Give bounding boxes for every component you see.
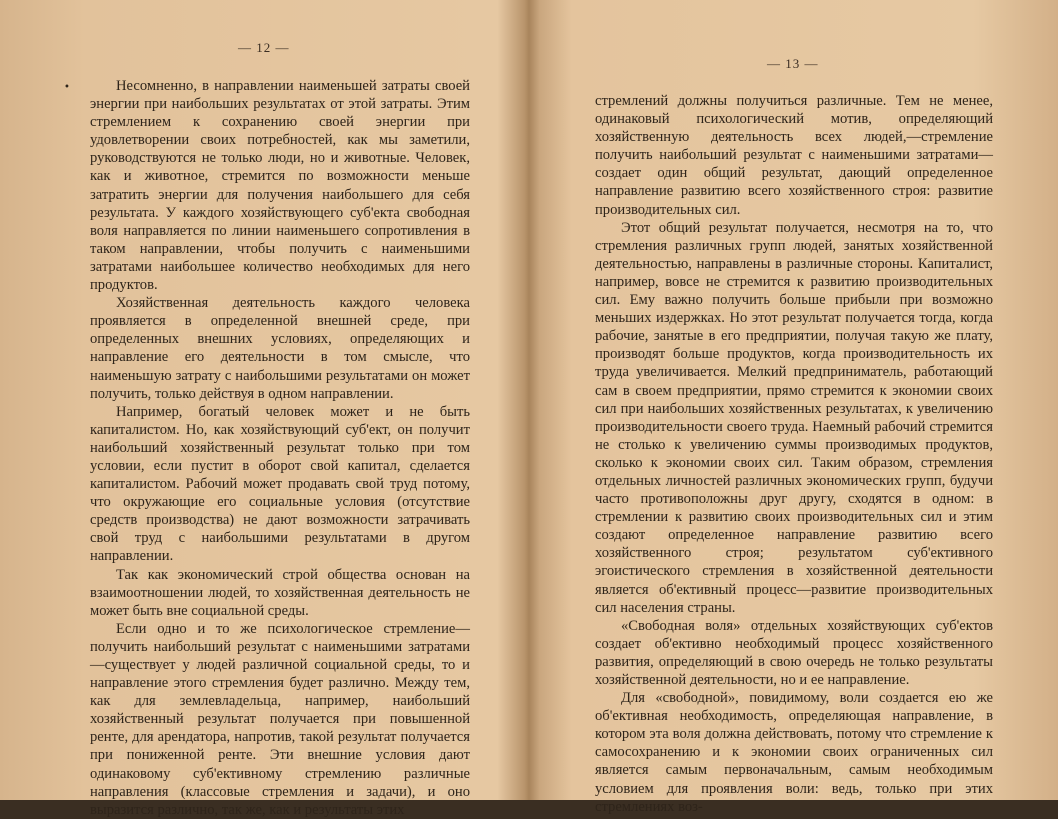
left-page [0,0,529,818]
page-number: — 12 — [238,40,290,55]
paragraph: «Свободная воля» отдельных хозяйствующих суб'ектов создает об'ективно необходимый процесс хозяйственного развития, определяющий в свою очередь не только результаты хозяйственной деятельности, но и ее направление. [595,617,993,688]
paragraph: Этот общий результат получается, несмотря на то, что стремления различных групп людей, занятых хозяйственной деятельностью, направлены в различные стороны. Капиталист, например, вовсе не стремится к развитию производительных сил. Ему важно получить больше прибыли при возможно меньших издержках. Но этот результат получается тогда, когда рабочие, занятые в его предприятии, получая такую же плату, производят больше продуктов, когда производительность их труда увеличивается. Мелкий предприниматель, работающий сам в своем предприятии, прямо стремится к экономии своих сил при наибольших хозяйственных результатах, к увеличению производительности своего труда. Наемный рабочий стремится не столько к увеличению суммы производимых продуктов, сколько к экономии своих сил. Таким образом, стремления отдельных личностей различных экономических групп, будучи часто противоположны друг другу, сходятся в одном: в стремлении к развитию своих производительных сил и этим создают определенное направление развитию всего хозяйственного строя; результатом суб'ективного эгоистического стремления в хозяйственной деятельности является об'ективный процесс—развитие производительных сил населения страны. [595,219,993,616]
margin-dot: • [64,82,70,93]
paragraph: Для «свободной», повидимому, воли создается ею же об'ективная необходимость, определяющая направление, в котором эта воля должна действовать, потому что стремление к самосохранению и к экономии своих ограниченных сил является самым первоначальным, самым необходимым условием для проявления воли: ведь, только при этих стремлениях воз- [595,690,993,815]
right-page [529,0,1058,815]
page-body [90,77,470,819]
paragraph: стремлений должны получиться различные. Тем не менее, одинаковый психологический мотив, определяющий хозяйственную деятельность всех людей,—стремление получить наибольший результат с наименьшими затратами—создает один общий результат, дающий определенное направление развитию всего хозяйственного строя: развитие производительных сил. [595,93,993,218]
page-body [595,92,993,816]
paragraph: Хозяйственная деятельность каждого человека проявляется в определенной внешней среде, при определенных внешних условиях, определяющих и направление его деятельности в том смысле, что наименьшую затрату с наибольшими результатами он может получить, только действуя в одном направлении. [90,295,470,402]
paragraph: Так как экономический строй общества основан на взаимоотношении людей, то хозяйственная деятельность не может быть вне социальной среды. [90,566,470,619]
paragraph: Несомненно, в направлении наименьшей затраты своей энергии при наибольших результатах от этой затраты. Этим стремлением к сохранению своей энергии при удовлетворении своих потребностей, как мы заметили, руководствуются не только люди, но и животные. Человек, как и животное, стремится по возможности меньше затратить энергии для получения наибольшего для себя результата. У каждого хозяйствующего суб'екта свободная воля направляется по линии наименьшего сопротивления в таком направлении, чтобы получить с наименьшими затратами наибольшее количество необходимых для него продуктов. [90,78,470,294]
paragraph: Например, богатый человек может и не быть капиталистом. Но, как хозяйствующий суб'ект, он получит наибольший хозяйственный результат только при том условии, если пустит в оборот свой капитал, сделается капиталистом. Рабочий может продавать свой труд потому, что окружающие его социальные условия (отсутствие средств производства) не дают возможности затрачивать свой труд с наибольшими результатами в другом направлении. [90,403,470,565]
paragraph: Если одно и то же психологическое стремление—получить наибольший результат с наименьшими затратами—существует у людей различной социальной среды, то и направление этого стремления будет различно. Между тем, как для землевладельца, например, наибольший хозяйственный результат получается при повышенной ренте, для арендатора, напротив, такой результат получается при пониженной ренте. Эти внешние условия дают одинаковому суб'ективному стремлению различные направления (классовые стремления и задачи), и оно выразится различно, так же, как и результаты этих [90,620,470,818]
page-number: — 13 — [767,56,819,71]
